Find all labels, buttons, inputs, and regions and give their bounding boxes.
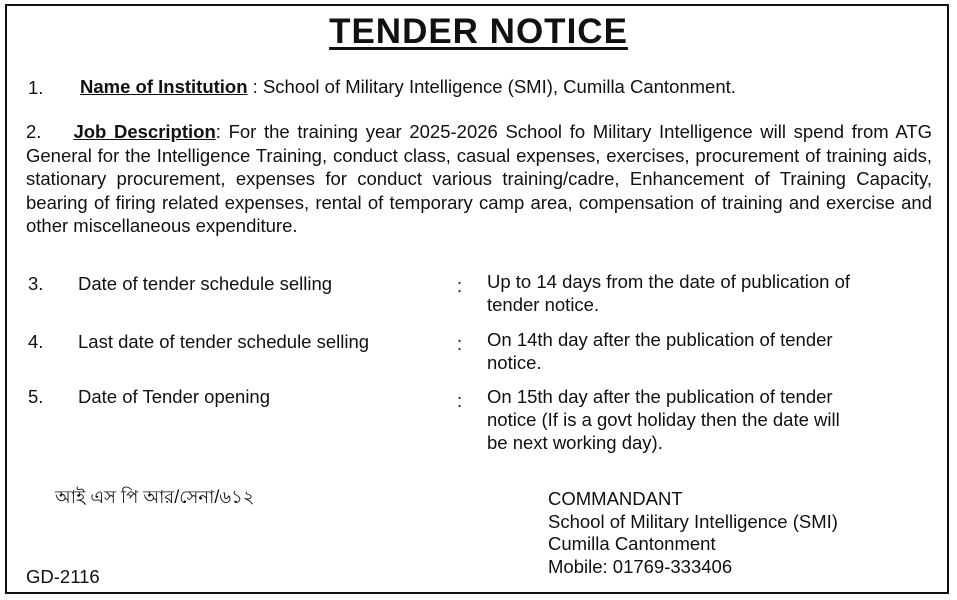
row5-value-line1: On 15th day after the publication of tender	[487, 386, 833, 407]
row3-value	[487, 270, 933, 316]
notice-title	[0, 12, 957, 52]
item1-label: Name of Institution	[80, 76, 248, 97]
row3-value-line2: tender notice.	[487, 294, 600, 315]
notice-title-text: TENDER NOTICE	[329, 12, 628, 51]
row4-label: Last date of tender schedule selling	[78, 331, 370, 352]
row4-number: 4.	[28, 331, 44, 352]
signature-line1: School of Military Intelligence (SMI)	[548, 510, 838, 532]
row3-label: Date of tender schedule selling	[78, 273, 333, 294]
gd-number: GD-2116	[26, 566, 100, 587]
item1-line	[80, 76, 736, 98]
signature-title: COMMANDANT	[548, 488, 683, 509]
row5-value	[487, 385, 933, 454]
row3-colon: :	[457, 275, 463, 296]
reference-number: আই এস পি আর/সেনা/৬১২	[55, 487, 255, 507]
item1-number: 1.	[28, 77, 44, 98]
row5-number: 5.	[28, 386, 44, 407]
item2-number: 2.	[26, 121, 42, 142]
row5-colon: :	[457, 390, 463, 411]
row5-label: Date of Tender opening	[78, 386, 271, 407]
item2-label: Job Description	[73, 121, 216, 142]
signature-line3: Mobile: 01769-333406	[548, 555, 733, 577]
row4-value	[487, 328, 933, 374]
row3-value-line1: Up to 14 days from the date of publication of	[487, 271, 851, 292]
signature-block	[548, 488, 838, 578]
row4-value-line2: notice.	[487, 352, 542, 373]
row3-number: 3.	[28, 273, 44, 294]
item2-text: : For the training year 2025-2026 School fo Military Intelligence will spend from ATG General for the Intelligence Training, conduct class, casual expenses, exercises, procurement of training aids, stationary procurement, expenses for conduct various training/cadre, Enhancement of Training Capacity, bearing of firing related expenses, rental of temporary camp area, compensation of training and exercise and other miscellaneous expenditure.	[26, 121, 932, 237]
item1-text: : School of Military Intelligence (SMI), Cumilla Cantonment.	[252, 76, 736, 97]
signature-line2: Cumilla Cantonment	[548, 533, 716, 554]
item2-paragraph	[26, 120, 932, 238]
row4-value-line1: On 14th day after the publication of tender	[487, 329, 833, 350]
row4-colon: :	[457, 333, 463, 354]
row5-value-line2: notice (If is a govt holiday then the date will	[487, 409, 840, 430]
row5-value-line3: be next working day).	[487, 432, 663, 453]
